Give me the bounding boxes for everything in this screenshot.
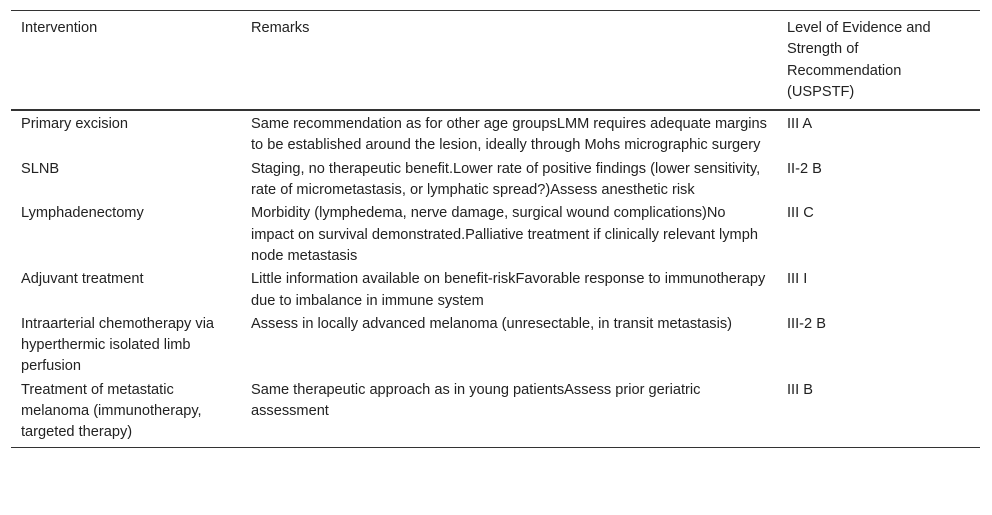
table-row [11,158,980,203]
cell-level: III A [787,116,813,133]
cell-remarks: Morbidity (lymphedema, nerve damage, surgical wound complications)No impact on survival demonstrated.Palliative treatment if clinically relevant lymph node metastasis [251,205,758,264]
cell-remarks: Staging, no therapeutic benefit.Lower rate of positive findings (lower sensitivity, rate of micrometastasis, or lymphatic spread?)Assess anesthetic risk [251,160,761,199]
header-level-of-evidence: Level of Evidence and Strength of Recommendation (USPSTF) [777,11,980,111]
cell-level: III C [787,205,814,222]
cell-level: II-2 B [787,160,822,177]
cell-intervention: SLNB [21,160,60,177]
header-intervention: Intervention [11,11,241,111]
cell-intervention: Treatment of metastatic melanoma (immunotherapy, targeted therapy) [11,379,241,447]
cell-level: III I [787,271,808,288]
cell-level: III-2 B [787,315,826,332]
cell-remarks: Same recommendation as for other age groupsLMM requires adequate margins to be established around the lesion, ideally through Mohs micrographic surgery [251,116,767,154]
cell-intervention: Lymphadenectomy [21,205,144,222]
table-body [11,110,980,447]
header-row [11,11,980,111]
table-row [11,268,980,313]
table-row [11,379,980,447]
table-row [11,313,980,379]
evidence-table-container [11,10,980,448]
header-remarks: Remarks [241,11,777,111]
cell-intervention: Primary excision [21,116,129,133]
table-row [11,110,980,158]
evidence-table [11,10,980,448]
cell-remarks: Assess in locally advanced melanoma (unresectable, in transit metastasis) [251,315,733,332]
cell-intervention: Adjuvant treatment [21,271,144,288]
cell-level: III B [777,379,980,447]
cell-remarks: Same therapeutic approach as in young patientsAssess prior geriatric assessment [241,379,777,447]
cell-remarks: Little information available on benefit-riskFavorable response to immunotherapy due to imbalance in immune system [251,271,766,309]
cell-intervention: Intraarterial chemotherapy via hyperthermic isolated limb perfusion [21,315,215,375]
table-row [11,202,980,268]
table-header [11,11,980,111]
